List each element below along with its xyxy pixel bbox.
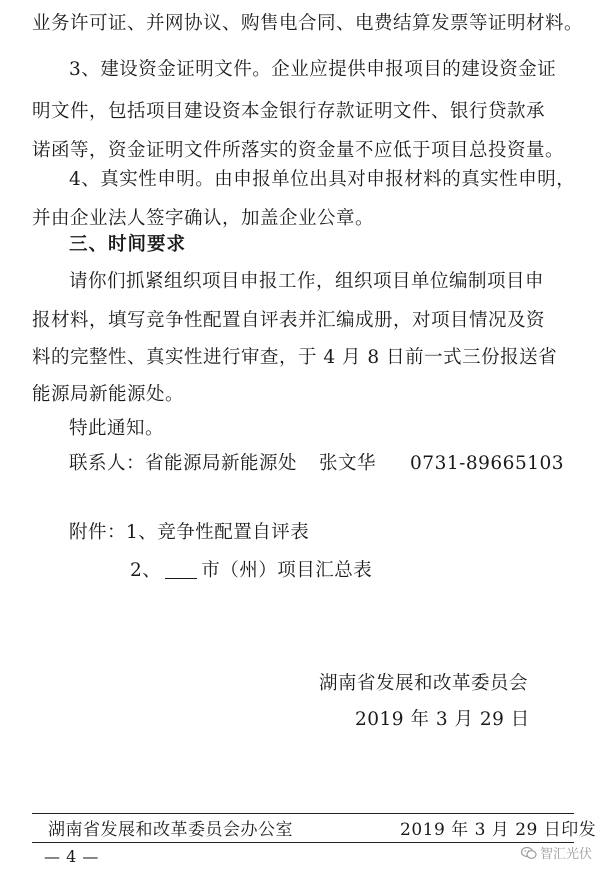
paragraph-line: 能源局新能源处。 — [32, 384, 185, 405]
wechat-icon — [521, 846, 537, 860]
closing-line: 特此通知。 — [69, 418, 165, 439]
contact-person: 张文华 — [319, 453, 377, 474]
footer-issue-date: 2019 年 3 月 29 日印发 — [400, 820, 597, 840]
footer-issuer: 湖南省发展和改革委员会办公室 — [48, 820, 293, 840]
paragraph-line: 料的完整性、真实性进行审查，于 4 月 8 日前一式三份报送省 — [32, 347, 558, 368]
paragraph-line: 请你们抓紧组织项目申报工作，组织项目单位编制项目申 — [69, 271, 545, 292]
paragraph-line: 4、真实性申明。由申报单位出具对申报材料的真实性申明， — [69, 169, 576, 190]
contact-phone: 0731-89665103 — [410, 453, 565, 474]
paragraph-line: 明文件，包括项目建设资本金银行存款证明文件、银行贷款承 — [32, 101, 546, 122]
section-heading: 三、时间要求 — [69, 234, 187, 255]
attachment-line — [130, 559, 372, 583]
attachment-line: 附件：1、竞争性配置自评表 — [69, 522, 310, 543]
paragraph-line: 并由企业法人签字确认，加盖企业公章。 — [32, 208, 375, 229]
attachment-text: 市（州）项目汇总表 — [201, 560, 373, 581]
watermark-text: 智汇光伏 — [539, 847, 592, 862]
paragraph-line: 报材料，填写竞争性配置自评表并汇编成册，对项目情况及资 — [32, 310, 546, 331]
contact-line — [69, 452, 564, 476]
watermark — [521, 843, 592, 862]
footer-divider — [32, 813, 574, 814]
signature-date: 2019 年 3 月 29 日 — [355, 709, 530, 730]
attachment-number: 2、 — [130, 560, 162, 581]
footer-divider — [32, 842, 574, 843]
fill-in-blank — [165, 560, 197, 579]
paragraph-line: 3、建设资金证明文件。企业应提供申报项目的建设资金证 — [69, 59, 557, 80]
page-number: — 4 — — [44, 847, 99, 866]
paragraph-line: 诺函等，资金证明文件所落实的资金量不应低于项目总投资量。 — [32, 140, 565, 161]
contact-label: 联系人：省能源局新能源处 — [69, 453, 298, 474]
signature-org: 湖南省发展和改革委员会 — [319, 673, 529, 694]
paragraph-line: 业务许可证、并网协议、购售电合同、电费结算发票等证明材料。 — [32, 13, 584, 34]
